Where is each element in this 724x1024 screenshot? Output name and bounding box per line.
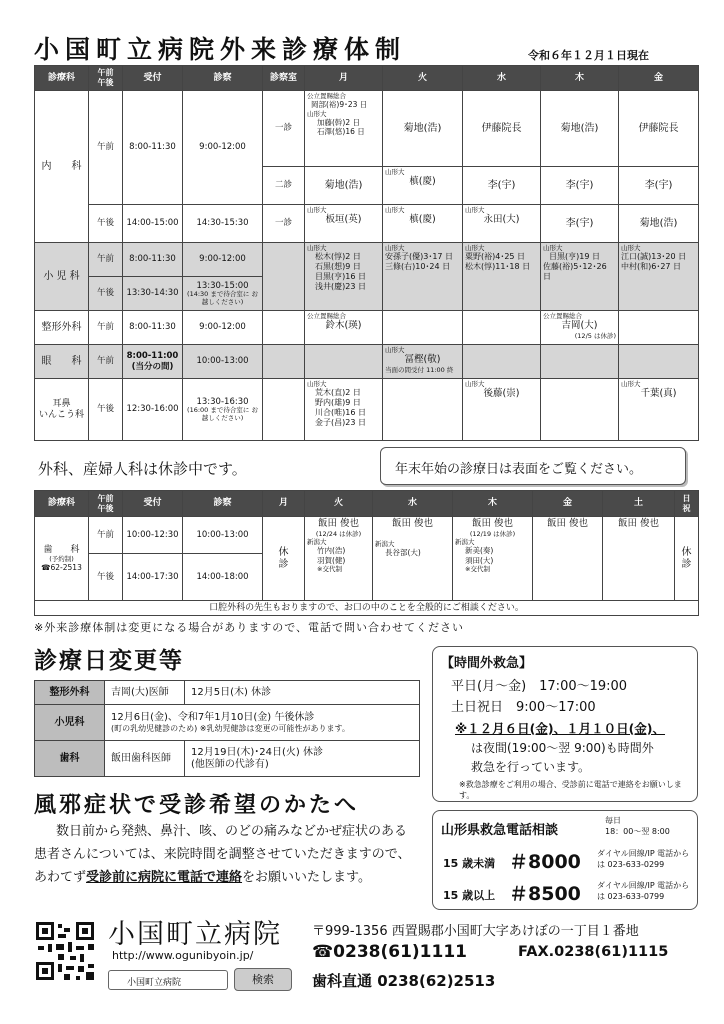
ganka-fri (619, 345, 699, 379)
as-of-date: 令和６年１２月１日現在 (528, 49, 649, 62)
consult-8000: ＃8000 (509, 851, 581, 873)
naika-pm-fri: 菊地(浩) (619, 205, 699, 243)
shoni-am: 午前 (89, 243, 123, 277)
col-thu: 木 (541, 66, 619, 91)
col-reception: 受付 (123, 66, 183, 91)
shoni-am-reception: 8:00-11:30 (123, 243, 183, 277)
d-col-mon: 月 (263, 491, 305, 517)
shika-thu: 飯田 俊也 (12/19 は休診) 新潟大 新美(奏) 須田(大) ※交代制 (453, 517, 533, 601)
naika-am: 午前 (89, 91, 123, 205)
new-year-bubble (380, 447, 686, 485)
hospital-fax: FAX.0238(61)1115 (518, 944, 669, 960)
search-box-text: 小国町立病院 (127, 978, 182, 988)
emergency-night-dates: ※１２月６日(金)、１月１０日(金)、 (455, 721, 666, 736)
shika-pm-exam: 14:00-18:00 (183, 554, 263, 601)
dept-ganka: 眼 科 (35, 345, 89, 379)
jibi-fri: 山形大 千葉(真) (619, 379, 699, 441)
consult-8500: ＃8500 (509, 883, 581, 905)
shika-pm-reception: 14:00-17:30 (123, 554, 183, 601)
change-dept: 歯科 (35, 741, 105, 777)
naika-pm-mon: 山形大 板垣(英) (305, 205, 383, 243)
emergency-title: 【時間外救急】 (441, 656, 533, 671)
naika-room2: 二診 (263, 167, 305, 205)
naika-pm-room: 一診 (263, 205, 305, 243)
naika-pm-reception: 14:00-15:00 (123, 205, 183, 243)
naika-room1: 一診 (263, 91, 305, 167)
jibi-tue (383, 379, 463, 441)
naika-am-reception: 8:00-11:30 (123, 91, 183, 205)
ganka-mon (305, 345, 383, 379)
naika-am-exam: 9:00-12:00 (183, 91, 263, 205)
schedule-change-caution: ※外来診療体制は変更になる場合がありますので、電話で問い合わせてください (34, 621, 464, 634)
naika-r1-wed: 伊藤院長 (463, 91, 541, 167)
ganka-exam: 10:00-13:00 (183, 345, 263, 379)
emergency-weekend: 土日祝日 9:00～17:00 (451, 700, 596, 715)
d-col-sun: 日 祝 (675, 491, 699, 517)
hospital-url[interactable]: http://www.ogunibyoin.jp/ (112, 949, 254, 962)
call-before-visit: 受診前に病院に電話で連絡 (86, 870, 243, 885)
consult-r2-note: ダイヤル回線/IP 電話からは 023-633-0799 (597, 881, 690, 901)
col-dept: 診療科 (35, 66, 89, 91)
naika-r2-thu: 李(宇) (541, 167, 619, 205)
shika-sat: 飯田 俊也 (603, 517, 675, 601)
shoni-mon: 山形大 松木(惇)2 日 石黒(想)9 日 目黒(亨)16 日 浅井(慶)23 日 (305, 243, 383, 311)
dept-shika: 歯 科 (予約制) ☎62-2513 (35, 517, 89, 601)
shoni-pm-reception: 13:30-14:30 (123, 277, 183, 311)
shoni-wed: 山形大 粟野(裕)4･25 日 松木(惇)11･18 日 (463, 243, 541, 311)
shika-fri: 飯田 俊也 (533, 517, 603, 601)
ganka-room (263, 345, 305, 379)
dental-direct: 歯科直通 0238(62)2513 (312, 972, 496, 990)
consult-hours: 18：00～翌 8:00 (605, 827, 670, 836)
seikei-thu: 公立置賜総合 吉岡(大) (12/5 は休診) (541, 311, 619, 345)
naika-pm-thu: 李(宇) (541, 205, 619, 243)
consult-over15: 15 歳以上 (443, 889, 496, 902)
seikei-wed (463, 311, 541, 345)
col-exam: 診察 (183, 66, 263, 91)
ganka-reception: 8:00-11:00 (当分の間) (123, 345, 183, 379)
change-detail: 12月6日(金)、令和7年1月10日(金) 午後休診 (町の乳幼児健診のため) ※乳幼児健診は変更の可能性があります。 (105, 705, 420, 741)
seikei-reception: 8:00-11:30 (123, 311, 183, 345)
consult-box (432, 810, 698, 910)
seikei-mon: 公立置賜総合 鈴木(瑛) (305, 311, 383, 345)
naika-r2-tue: 山形大 槙(慶) (383, 167, 463, 205)
change-dept: 小児科 (35, 705, 105, 741)
naika-r2-mon: 菊地(浩) (305, 167, 383, 205)
emergency-night-hours: は夜間(19:00～翌 9:00)も時間外 (471, 741, 654, 755)
shika-pm: 午後 (89, 554, 123, 601)
change-doctor: 飯田歯科医師 (105, 741, 185, 777)
jibi-reception: 12:30-16:00 (123, 379, 183, 441)
seikei-room (263, 311, 305, 345)
shika-am-exam: 10:00-13:00 (183, 517, 263, 554)
hospital-address: 〒999-1356 西置賜郡小国町大字あけぼの一丁目１番地 (312, 924, 639, 939)
change-doctor: 吉岡(大)医師 (105, 681, 185, 705)
dental-footer-note: 口腔外科の先生もおりますので、お口の中のことを全般的にご相談ください。 (35, 601, 699, 616)
ganka-thu (541, 345, 619, 379)
col-mon: 月 (305, 66, 383, 91)
ganka-wed (463, 345, 541, 379)
naika-r1-fri: 伊藤院長 (619, 91, 699, 167)
jibi-mon: 山形大 荒木(直)2 日 野内(雄)9 日 川合(唯)16 日 金子(昌)23 日 (305, 379, 383, 441)
changes-title: 診療日変更等 (34, 648, 184, 674)
shika-wed: 飯田 俊也 新潟大 長谷部(大) (373, 517, 453, 601)
dept-shoni: 小 児 科 (35, 243, 89, 311)
changes-table (34, 680, 420, 777)
outpatient-schedule-table (34, 65, 699, 441)
cold-body: 数日前から発熱、鼻汁、咳、のどの痛みなどかぜ症状のある患者さんについては、来院時間を調整させていただきますので、あわてず受診前に病院に電話で連絡をお願いいたします。 (34, 824, 411, 885)
dental-schedule-table (34, 490, 699, 616)
col-room: 診察室 (263, 66, 305, 91)
dept-jibi: 耳鼻 いんこう科 (35, 379, 89, 441)
shika-am-reception: 10:00-12:30 (123, 517, 183, 554)
hospital-tel: ☎0238(61)1111 (312, 942, 468, 962)
shoni-am-exam: 9:00-12:00 (183, 243, 263, 277)
jibi-exam: 13:30-16:30 (16:00 まで待合室に お越しください) (183, 379, 263, 441)
jibi-room (263, 379, 305, 441)
shoni-tue: 山形大 安孫子(優)3･17 日 三條(右)10･24 日 (383, 243, 463, 311)
emergency-weekday: 平日(月～金) 17:00～19:00 (451, 679, 628, 694)
jibi-thu (541, 379, 619, 441)
shika-tue: 飯田 俊也 (12/24 は休診) 新潟大 竹内(浩) 羽賀(健) ※交代制 (305, 517, 373, 601)
seikei-am: 午前 (89, 311, 123, 345)
search-box[interactable] (108, 970, 228, 990)
naika-r1-tue: 菊地(浩) (383, 91, 463, 167)
qr-code-icon (34, 920, 96, 982)
d-col-wed: 水 (373, 491, 453, 517)
naika-r1-mon: 公立置賜総合 岡部(裕)9･23 日 山形大 加藤(幹)2 日 石澤(悠)16 日 (305, 91, 383, 167)
col-fri: 金 (619, 66, 699, 91)
dept-naika: 内 科 (35, 91, 89, 243)
shika-mon: 休 診 (263, 517, 305, 601)
hospital-name: 小国町立病院 (108, 919, 282, 950)
d-col-reception: 受付 (123, 491, 183, 517)
naika-pm: 午後 (89, 205, 123, 243)
naika-r2-wed: 李(宇) (463, 167, 541, 205)
naika-r2-fri: 李(宇) (619, 167, 699, 205)
d-col-sat: 土 (603, 491, 675, 517)
d-col-tue: 火 (305, 491, 373, 517)
shika-am: 午前 (89, 517, 123, 554)
search-button[interactable] (234, 968, 292, 991)
emergency-call-note: ※救急診療をご利用の場合、受診前に電話で連絡をお願いします。 (459, 780, 682, 800)
ganka-am: 午前 (89, 345, 123, 379)
naika-pm-wed: 山形大 永田(大) (463, 205, 541, 243)
dept-seikei: 整形外科 (35, 311, 89, 345)
shoni-fri: 山形大 江口(誠)13･20 日 中村(和)6･27 日 (619, 243, 699, 311)
emergency-night-note: 救急を行っています。 (471, 760, 591, 774)
consult-under15: 15 歳未満 (443, 857, 496, 870)
naika-pm-tue: 山形大 槙(慶) (383, 205, 463, 243)
cold-title: 風邪症状で受診希望のかたへ (34, 793, 360, 818)
change-detail: 12月5日(木) 休診 (185, 681, 420, 705)
shoni-pm: 午後 (89, 277, 123, 311)
jibi-wed: 山形大 後藤(崇) (463, 379, 541, 441)
col-ampm: 午前 午後 (89, 66, 123, 91)
col-tue: 火 (383, 66, 463, 91)
shika-sun: 休 診 (675, 517, 699, 601)
page-title: 小国町立病院外来診療体制 (34, 35, 407, 64)
d-col-thu: 木 (453, 491, 533, 517)
search-button-label: 検索 (252, 973, 274, 986)
seikei-tue (383, 311, 463, 345)
jibi-pm: 午後 (89, 379, 123, 441)
shoni-thu: 山形大 目黒(亨)19 日 佐藤(裕)5･12･26 日 (541, 243, 619, 311)
shoni-pm-exam: 13:30-15:00 (14:30 まで待合室に お越しください) (183, 277, 263, 311)
col-wed: 水 (463, 66, 541, 91)
emergency-box (432, 646, 698, 802)
consult-title: 山形県救急電話相談 (441, 823, 559, 838)
naika-r1-thu: 菊地(浩) (541, 91, 619, 167)
seikei-exam: 9:00-12:00 (183, 311, 263, 345)
d-col-exam: 診察 (183, 491, 263, 517)
consult-r1-note: ダイヤル回線/IP 電話からは 023-633-0299 (597, 849, 690, 869)
ganka-tue: 山形大 冨樫(敬) 当面の間受付 11:00 終 (383, 345, 463, 379)
naika-pm-exam: 14:30-15:30 (183, 205, 263, 243)
change-detail: 12月19日(木)･24日(火) 休診 (他医師の代診有) (185, 741, 420, 777)
d-col-fri: 金 (533, 491, 603, 517)
surgery-closed-notice: 外科、産婦人科は休診中です。 (38, 460, 247, 478)
change-dept: 整形外科 (35, 681, 105, 705)
d-col-ampm: 午前 午後 (89, 491, 123, 517)
seikei-fri (619, 311, 699, 345)
new-year-bubble-text: 年末年始の診療日は表面をご覧ください。 (395, 462, 643, 477)
d-col-dept: 診療科 (35, 491, 89, 517)
shoni-room (263, 243, 305, 311)
consult-hours-label: 毎日 (605, 816, 621, 825)
